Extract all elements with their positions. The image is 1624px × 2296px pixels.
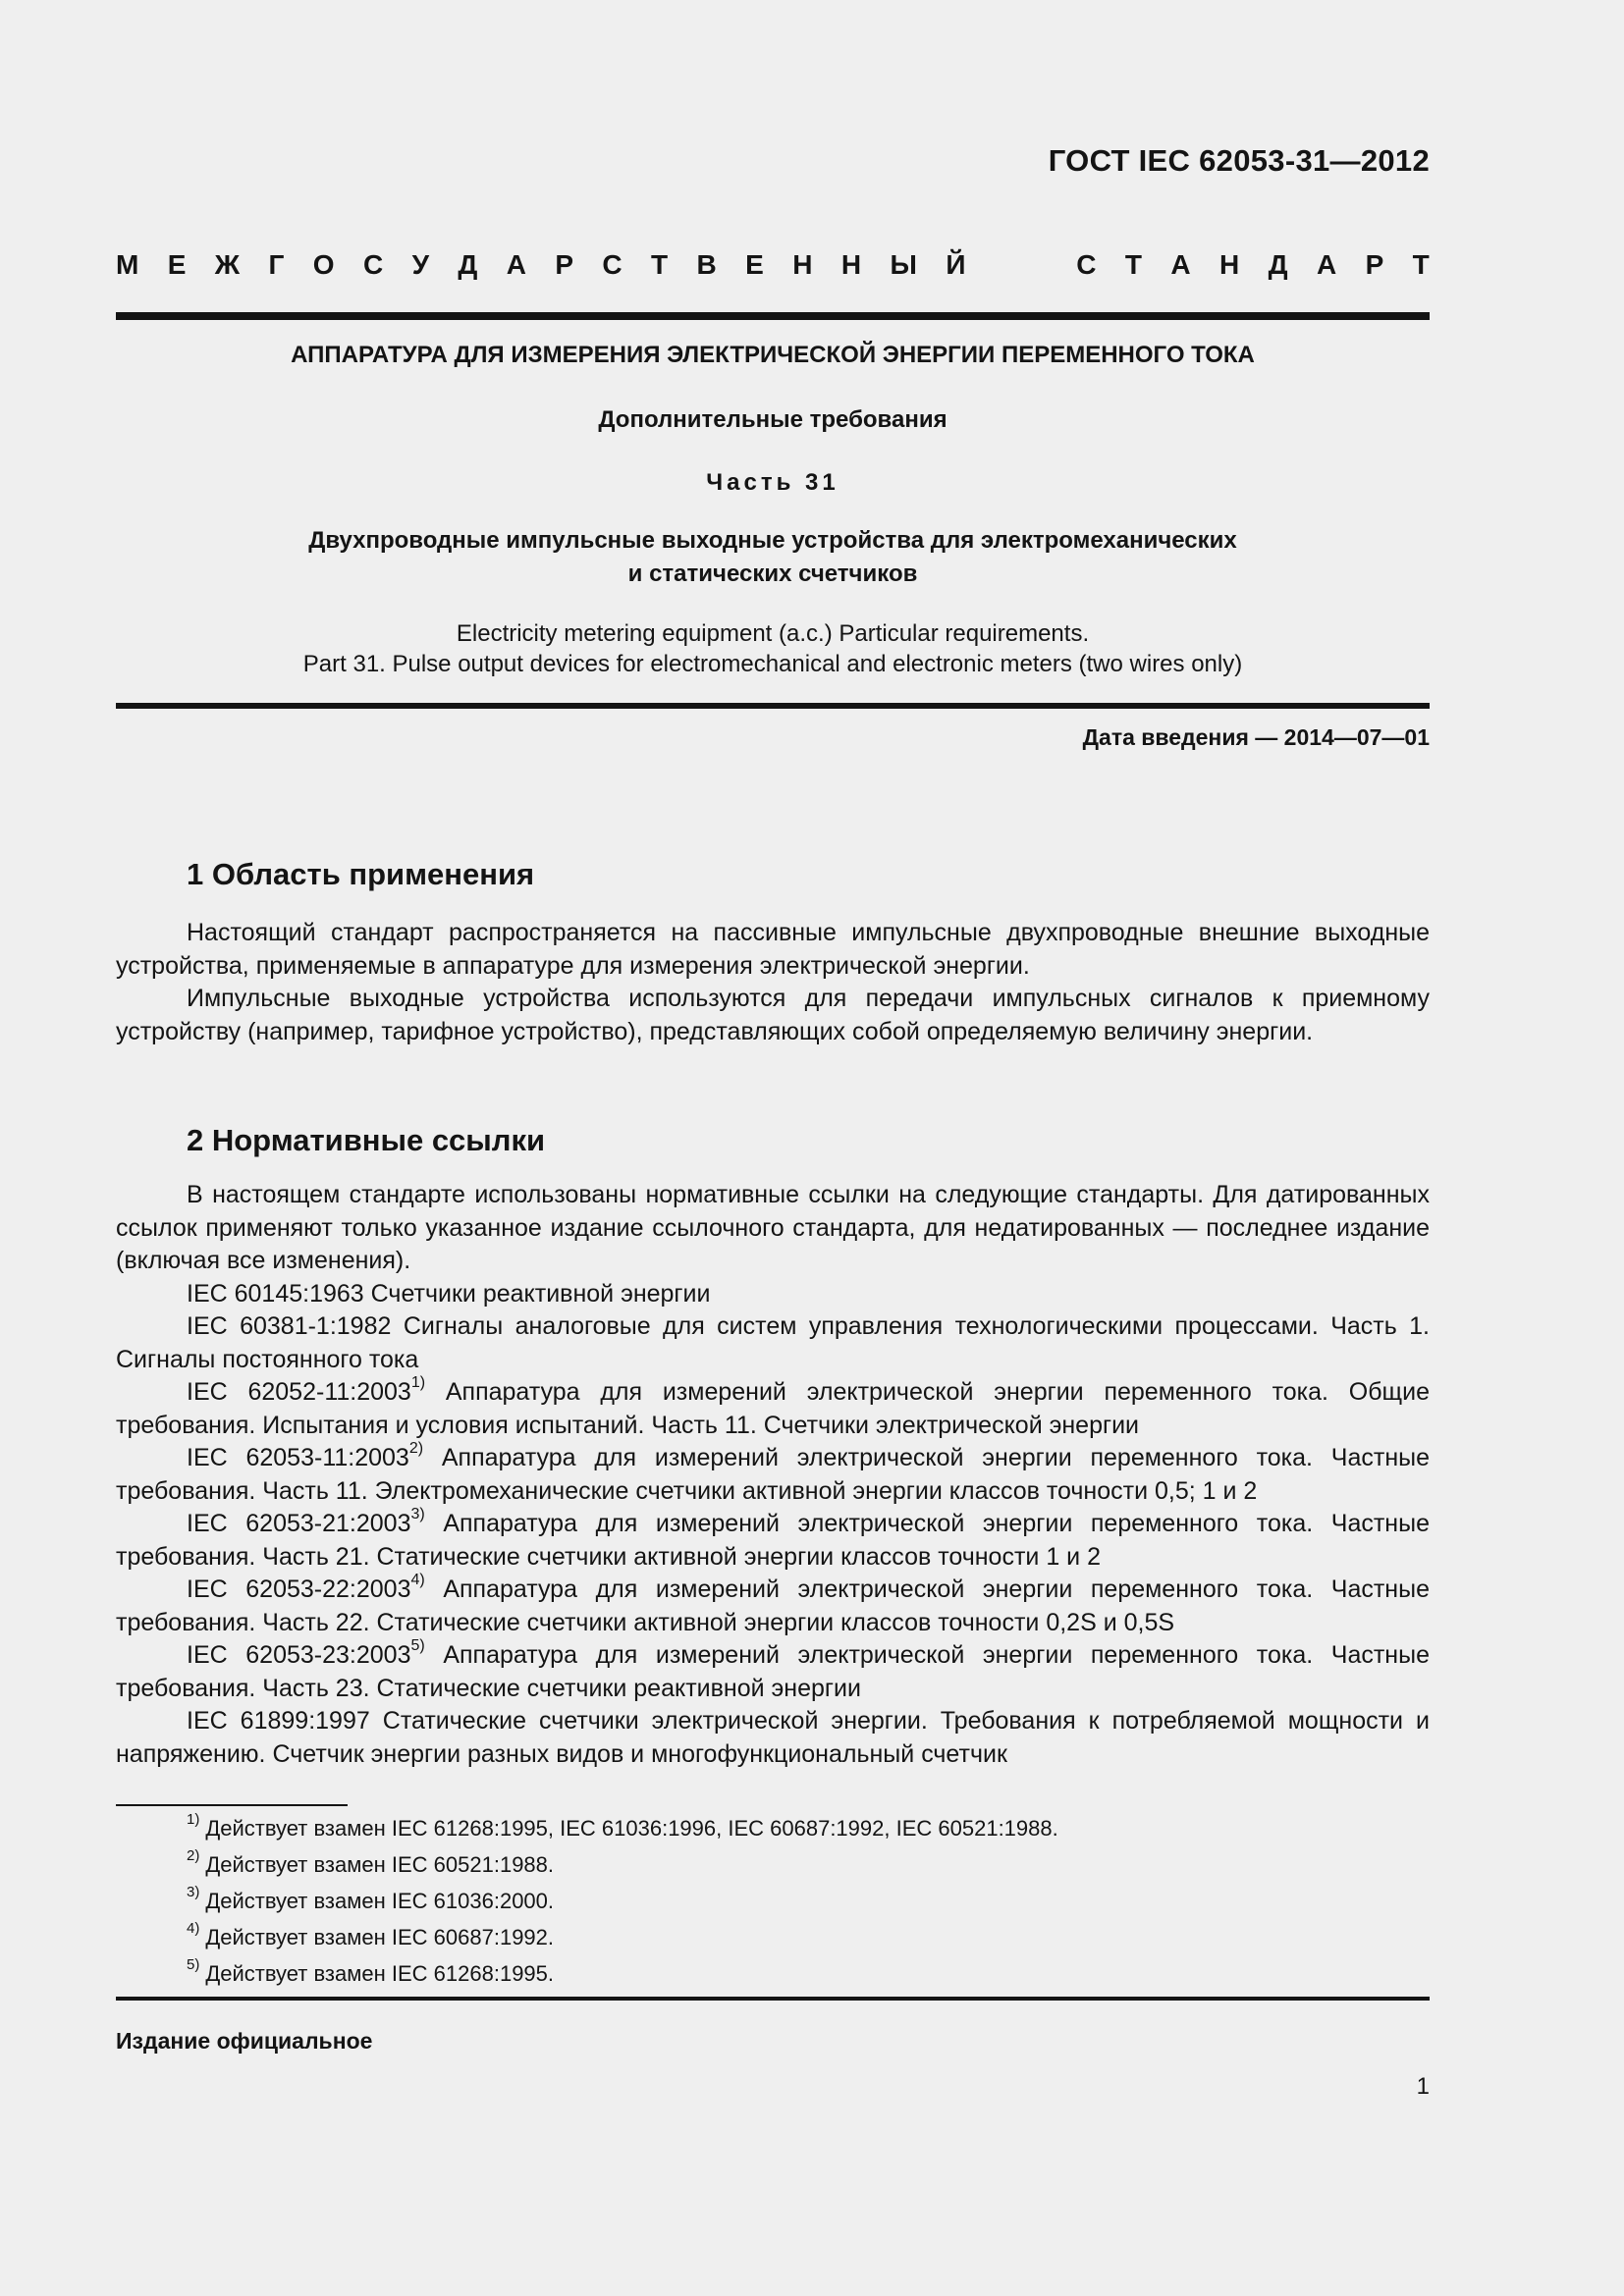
footnote-number: 2) (187, 1846, 200, 1864)
footnote-mark: 4) (410, 1571, 425, 1588)
reference-code: IEC 62052-11:2003 (187, 1378, 411, 1406)
reference-code: IEC 62053-21:2003 (187, 1510, 411, 1537)
subtitle: Дополнительные требования (598, 406, 947, 433)
reference-title: Сигналы аналоговые для систем управления технологическими процессами. Часть 1. Сигналы постоянного тока (116, 1312, 1431, 1373)
interstate-standard-label (116, 245, 1430, 285)
interstate-letter: Ж (214, 249, 241, 280)
footnote (187, 1919, 1058, 1955)
standard-letter: А (1170, 249, 1191, 280)
interstate-letter: О (312, 249, 335, 280)
introduction-date: Дата введения — 2014—07—01 (1082, 724, 1430, 750)
document-code: ГОСТ IEC 62053-31—2012 (1048, 143, 1430, 178)
edition-label: Издание официальное (116, 2028, 373, 2054)
interstate-letter: М (116, 249, 139, 280)
reference-code: IEC 60381-1:1982 (187, 1312, 392, 1340)
reference-item (116, 1705, 1430, 1771)
footnote-number: 1) (187, 1810, 200, 1828)
reference-item (116, 1373, 1430, 1442)
interstate-letter: У (411, 249, 429, 280)
footnote-text: Действует взамен IEC 61036:2000. (205, 1889, 555, 1913)
reference-code: IEC 60145:1963 (187, 1279, 364, 1308)
standard-letter: Т (1124, 249, 1142, 280)
reference-title: Аппаратура для измерений электрической энергии переменного тока. Частные требования. Часть 11. Электромеханические счетчики активной энергии классов точности 0,5; 1 и 2 (116, 1444, 1430, 1505)
part-title-line: Двухпроводные импульсные выходные устройства для электромеханических (308, 527, 1237, 554)
part-label: Часть 31 (706, 469, 839, 496)
reference-item (116, 1278, 1430, 1311)
english-title-line: Electricity metering equipment (a.c.) Particular requirements. (456, 620, 1090, 647)
main-title: АППАРАТУРА ДЛЯ ИЗМЕРЕНИЯ ЭЛЕКТРИЧЕСКОЙ ЭНЕРГИИ ПЕРЕМЕННОГО ТОКА (291, 342, 1255, 368)
interstate-letter: Н (792, 249, 813, 280)
part-title (116, 524, 1430, 591)
standard-letter: С (1076, 249, 1097, 280)
footnote (187, 1810, 1058, 1846)
reference-title: Аппаратура для измерений электрической энергии переменного тока. Частные требования. Часть 22. Статические счетчики активной энергии классов точности 0,2S и 0,5S (116, 1575, 1430, 1636)
footnote (187, 1846, 1058, 1883)
standard-letter: А (1316, 249, 1337, 280)
reference-title: Статические счетчики электрической энергии. Требования к потребляемой мощности и напряжению. Счетчик энергии разных видов и многофункциональный счетчик (116, 1707, 1430, 1768)
bottom-divider (116, 1997, 1430, 2001)
reference-title: Аппаратура для измерений электрической энергии переменного тока. Частные требования. Часть 21. Статические счетчики активной энергии классов точности 1 и 2 (116, 1510, 1430, 1571)
reference-code: IEC 62053-11:2003 (187, 1444, 409, 1471)
section-heading-scope: 1 Область применения (187, 857, 535, 891)
interstate-letter: Й (946, 249, 966, 280)
interstate-letter: С (602, 249, 623, 280)
standard-letter: Д (1268, 249, 1288, 280)
section-body-normative-references (116, 1179, 1430, 1771)
footnotes (187, 1810, 1058, 1992)
footnote-mark: 1) (410, 1373, 426, 1391)
footnote-separator (116, 1804, 348, 1806)
standard-letter: Р (1365, 249, 1384, 280)
english-title-line: Part 31. Pulse output devices for electromechanical and electronic meters (two wires only) (302, 651, 1243, 677)
part-title-line: и статических счетчиков (627, 561, 918, 587)
footnote-text: Действует взамен IEC 60521:1988. (205, 1852, 555, 1877)
footnote (187, 1955, 1058, 1992)
footnote-text: Действует взамен IEC 61268:1995. (205, 1961, 555, 1986)
top-divider (116, 312, 1430, 320)
interstate-letter: В (696, 249, 717, 280)
reference-title: Аппаратура для измерений электрической энергии переменного тока. Общие требования. Испытания и условия испытаний. Часть 11. Счетчики электрической энергии (116, 1378, 1430, 1439)
reference-code: IEC 62053-22:2003 (187, 1575, 411, 1603)
footnote-text: Действует взамен IEC 60687:1992. (205, 1925, 555, 1949)
footnote-mark: 3) (410, 1505, 425, 1522)
footnote-mark: 2) (408, 1439, 424, 1457)
reference-item (116, 1636, 1430, 1705)
reference-item (116, 1310, 1430, 1376)
footnote-text: Действует взамен IEC 61268:1995, IEC 61036:1996, IEC 60687:1992, IEC 60521:1988. (205, 1816, 1058, 1841)
standard-letter: Н (1218, 249, 1240, 280)
footnote-mark: 5) (410, 1636, 425, 1654)
interstate-letter: Р (555, 249, 574, 280)
reference-code: IEC 62053-23:2003 (187, 1641, 411, 1669)
footnote-number: 4) (187, 1919, 200, 1937)
english-title (116, 618, 1430, 679)
reference-item (116, 1571, 1430, 1639)
paragraph: В настоящем стандарте использованы нормативные ссылки на следующие стандарты. Для датированных ссылок применяют только указанное издание ссылочного стандарта, для недатированных — последнее издание (включая все изменения). (116, 1181, 1430, 1274)
page-number: 1 (1416, 2073, 1430, 2100)
section-body-scope (116, 917, 1430, 1048)
footnote-number: 3) (187, 1883, 200, 1900)
reference-item (116, 1439, 1430, 1508)
interstate-letter: Д (458, 249, 478, 280)
standard-letter: Т (1412, 249, 1430, 280)
interstate-letter: Г (268, 249, 285, 280)
footnote (187, 1883, 1058, 1919)
paragraph: Настоящий стандарт распространяется на пассивные импульсные двухпроводные внешние выходные устройства, применяемые в аппаратуре для измерения электрической энергии. (116, 919, 1430, 980)
interstate-letter: Н (840, 249, 862, 280)
interstate-letter: С (362, 249, 384, 280)
reference-title: Аппаратура для измерений электрической энергии переменного тока. Частные требования. Часть 23. Статические счетчики реактивной энергии (116, 1641, 1430, 1702)
interstate-letter: Т (651, 249, 669, 280)
paragraph: Импульсные выходные устройства используются для передачи импульсных сигналов к приемному устройству (например, тарифное устройство), представляющих собой определяемую величину энергии. (116, 985, 1430, 1045)
interstate-letter: Ы (890, 249, 917, 280)
reference-item (116, 1505, 1430, 1574)
interstate-letter: Е (745, 249, 764, 280)
interstate-letter: А (506, 249, 526, 280)
section-heading-normative-references: 2 Нормативные ссылки (187, 1123, 546, 1157)
reference-title: Счетчики реактивной энергии (370, 1279, 711, 1308)
interstate-letter: Е (167, 249, 187, 280)
footnote-number: 5) (187, 1955, 200, 1973)
title-divider (116, 703, 1430, 709)
reference-code: IEC 61899:1997 (187, 1707, 370, 1735)
document-page (116, 0, 1430, 2296)
